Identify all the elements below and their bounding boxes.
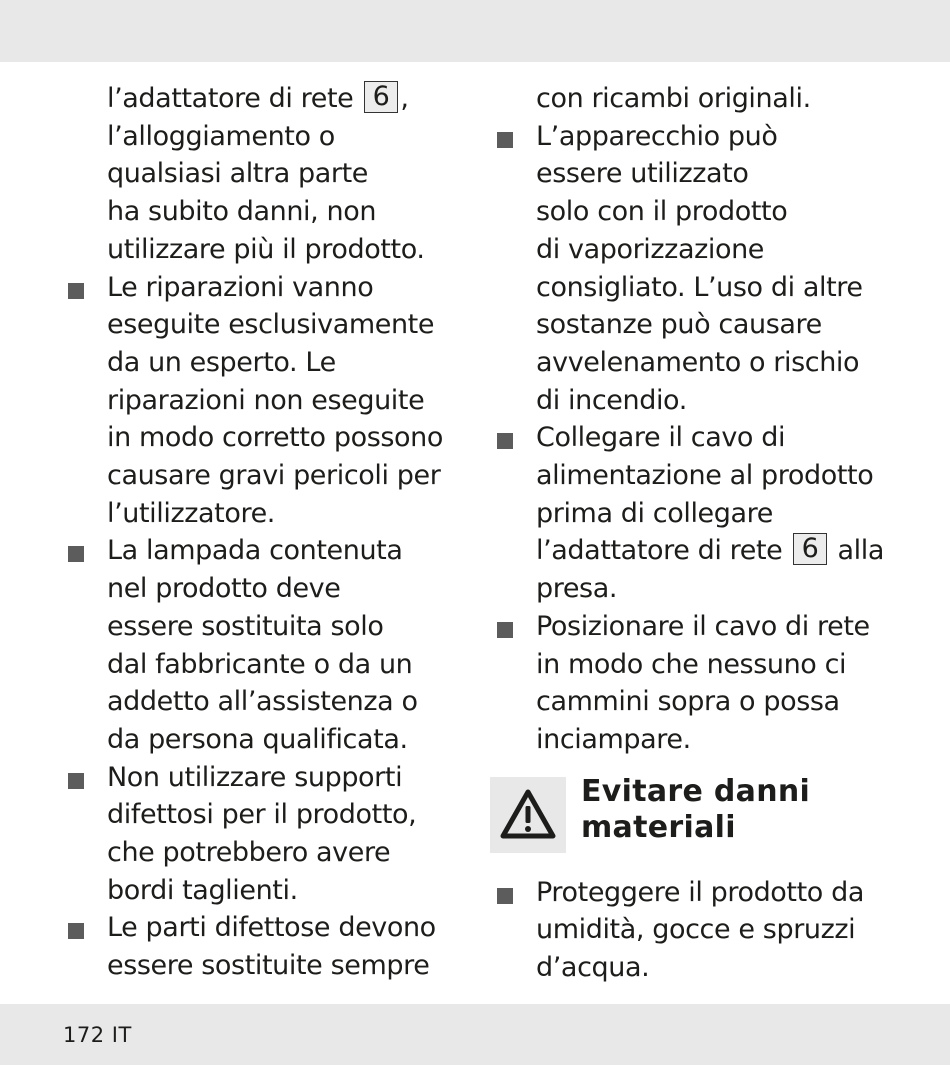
left-column [66, 80, 461, 985]
list-item [495, 874, 915, 987]
bullet-square-icon [68, 546, 84, 562]
reference-box: 6 [364, 81, 399, 113]
bullet-square-icon [68, 283, 84, 299]
list-item [66, 269, 461, 533]
list-item-text: Le parti difettose devono essere sostituite sempre [107, 912, 436, 982]
bullet-square-icon [68, 923, 84, 939]
list-item [66, 909, 461, 984]
list-item-text-start: Collegare il cavo di alimentazione al prodotto prima di collegare l’adattatore di rete [536, 422, 874, 567]
intro-text-start: l’adattatore di rete [107, 83, 362, 114]
right-column [495, 80, 915, 987]
warning-section [495, 773, 915, 855]
list-item-text: Proteggere il prodotto da umidità, gocce e spruzzi d’acqua. [536, 876, 864, 984]
warning-heading: Evitare danni materiali [581, 773, 811, 845]
bullet-square-icon [68, 773, 84, 789]
bullet-square-icon [497, 888, 513, 904]
list-item-text: L’apparecchio può essere utilizzato solo con il prodotto di vaporizzazione consigliato. L’uso di altre sostanze può causare avvelenamento o rischio di incendio. [536, 120, 863, 416]
list-item-text [495, 419, 915, 608]
list-item [495, 608, 915, 759]
intro-paragraph [66, 80, 461, 269]
intro-text-end: , l’alloggiamento o qualsiasi altra parte ha subito danni, non utilizzare più il prodotto. [107, 83, 425, 265]
list-item-text: Le riparazioni vanno eseguite esclusivamente da un esperto. Le riparazioni non eseguite in modo corretto possono causare gravi pericoli per l’utilizzatore. [107, 271, 443, 529]
list-item-text: Posizionare il cavo di rete in modo che nessuno ci cammini sopra o possa inciampare. [536, 610, 870, 755]
warning-triangle-icon [499, 788, 557, 840]
footer-band [0, 1004, 950, 1065]
list-item [66, 759, 461, 910]
bullet-square-icon [497, 433, 513, 449]
bullet-square-icon [497, 622, 513, 638]
list-item [66, 532, 461, 758]
page-number: 172 IT [63, 1023, 132, 1047]
list-item [495, 118, 915, 420]
list-item-text: La lampada contenuta nel prodotto deve essere sostituita solo dal fabbricante o da un addetto all’assistenza o da persona qualificata. [107, 535, 418, 755]
list-item-text: Non utilizzare supporti difettosi per il prodotto, che potrebbero avere bordi taglienti. [107, 761, 417, 906]
reference-box: 6 [793, 533, 828, 565]
list-item-text-end: alla presa. [536, 535, 885, 605]
continuation-text: con ricambi originali. [536, 83, 811, 114]
header-band [0, 0, 950, 62]
list-item [495, 419, 915, 608]
warning-icon-box [490, 777, 566, 853]
bullet-square-icon [497, 132, 513, 148]
